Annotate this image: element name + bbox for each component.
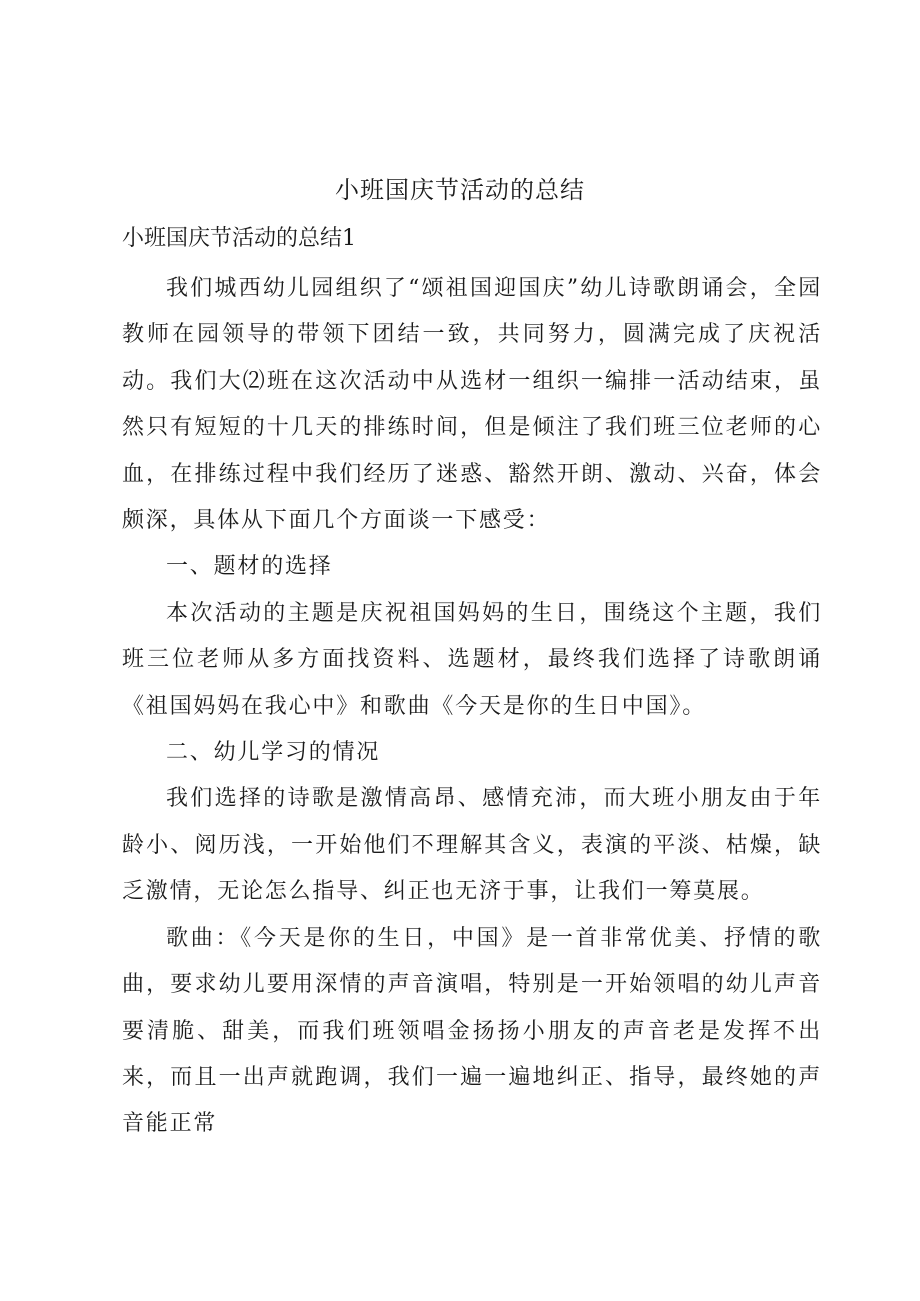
- paragraph-song: 歌曲：《今天是你的生日，中国》是一首非常优美、抒情的歌曲，要求幼儿要用深情的声音演唱，特别是一开始领唱的幼儿声音要清脆、甜美，而我们班领唱金扬扬小朋友的声音老是发挥不出来，而且一出声就跑调，我们一遍一遍地纠正、指导，最终她的声音能正常: [122, 925, 822, 1137]
- paragraph-poem: 我们选择的诗歌是激情高昂、感情充沛，而大班小朋友由于年龄小、阅历浅，一开始他们不理解其含义，表演的平淡、枯燥，缺乏激情，无论怎么指导、纠正也无济于事，让我们一筹莫展。: [122, 786, 822, 905]
- paragraph-intro: 我们城西幼儿园组织了“颂祖国迎国庆”幼儿诗歌朗诵会，全园教师在园领导的带领下团结一致，共同努力，圆满完成了庆祝活动。我们大⑵班在这次活动中从选材一组织一编排一活动结束，虽然只有短短的十几天的排练时间，但是倾注了我们班三位老师的心血，在排练过程中我们经历了迷惑、豁然开朗、激动、兴奋，体会颇深，具体从下面几个方面谈一下感受：: [122, 276, 822, 534]
- document-title: 小班国庆节活动的总结: [335, 176, 585, 204]
- paragraph-topic-selection: 本次活动的主题是庆祝祖国妈妈的生日，围绕这个主题，我们班三位老师从多方面找资料、选题材，最终我们选择了诗歌朗诵《祖国妈妈在我心中》和歌曲《今天是你的生日中国》。: [122, 600, 822, 719]
- heading-topic-selection: 一、题材的选择: [166, 554, 333, 580]
- section-heading: 小班国庆节活动的总结1: [122, 226, 356, 251]
- heading-children-learning: 二、幼儿学习的情况: [166, 740, 381, 766]
- document-body: [122, 266, 822, 1148]
